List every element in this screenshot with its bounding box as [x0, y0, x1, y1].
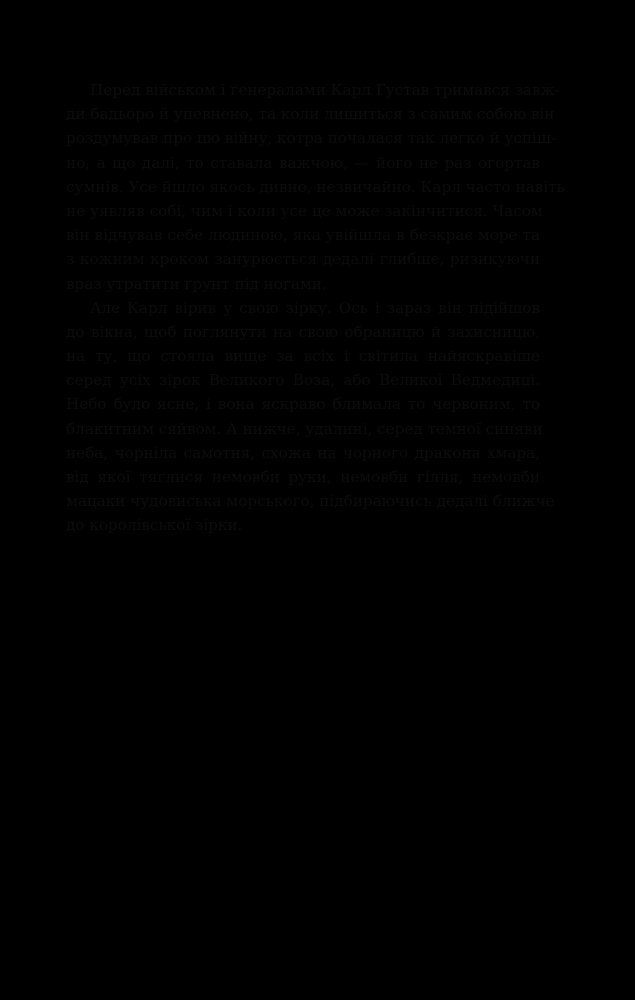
text-line: до королівської зірки. — [66, 516, 243, 535]
text-line: не уявляв собі, чим і коли усе це може закінчитися. Часом — [66, 201, 543, 220]
text-line: на ту, що стояла вище за всіх і світила найяскравіше — [66, 347, 540, 366]
text-line: сумнів. Усе йшло якось дивно, незвичайно. Карл часто навіть — [66, 177, 565, 196]
text-line: блакитним сяйвом. А нижче, удалині, серед темної синяви — [66, 419, 543, 438]
text-line: від якої тяглися немовби руки, немовби гілля, немовби — [66, 468, 540, 486]
text-line: серед усіх зірок Великого Воза, або Великої Ведмедиці. — [66, 371, 540, 390]
text-line: Небо було ясне, і вона яскраво блимала то червоним, то — [66, 395, 540, 414]
text-line: неба, чорніла самотня, схожа на чорного дракона хмара, — [66, 443, 540, 462]
text-line: він відчував себе людиною, яка увійшла в безкрає море та — [66, 226, 540, 245]
text-line: до вікна, щоб поглянути на свою обраницю й захисницю, — [66, 322, 540, 341]
page-body-text — [66, 78, 565, 538]
text-line: мацаки чудовиська морського, підбираючись дедалі ближче — [66, 492, 555, 511]
text-line: но, а що далі, то ставала важчою, — його не раз огортав — [66, 153, 540, 172]
text-line: враз утратити ґрунт під ногами. — [66, 274, 327, 293]
text-line: Перед військом і генералами Карл Густав тримався завж- — [90, 81, 560, 99]
text-line: ди бадьоро й упевнено, та коли лишиться з самим собою він — [66, 105, 555, 124]
text-line: роздумував про цю війну, котра почалася так легко й успіш- — [66, 129, 557, 148]
text-line: з кожним кроком занурюється дедалі глибше, ризикуючи — [66, 250, 540, 269]
text-line: Але Карл вірив у свою зірку. Ось і зараз він підійшов — [90, 298, 540, 317]
